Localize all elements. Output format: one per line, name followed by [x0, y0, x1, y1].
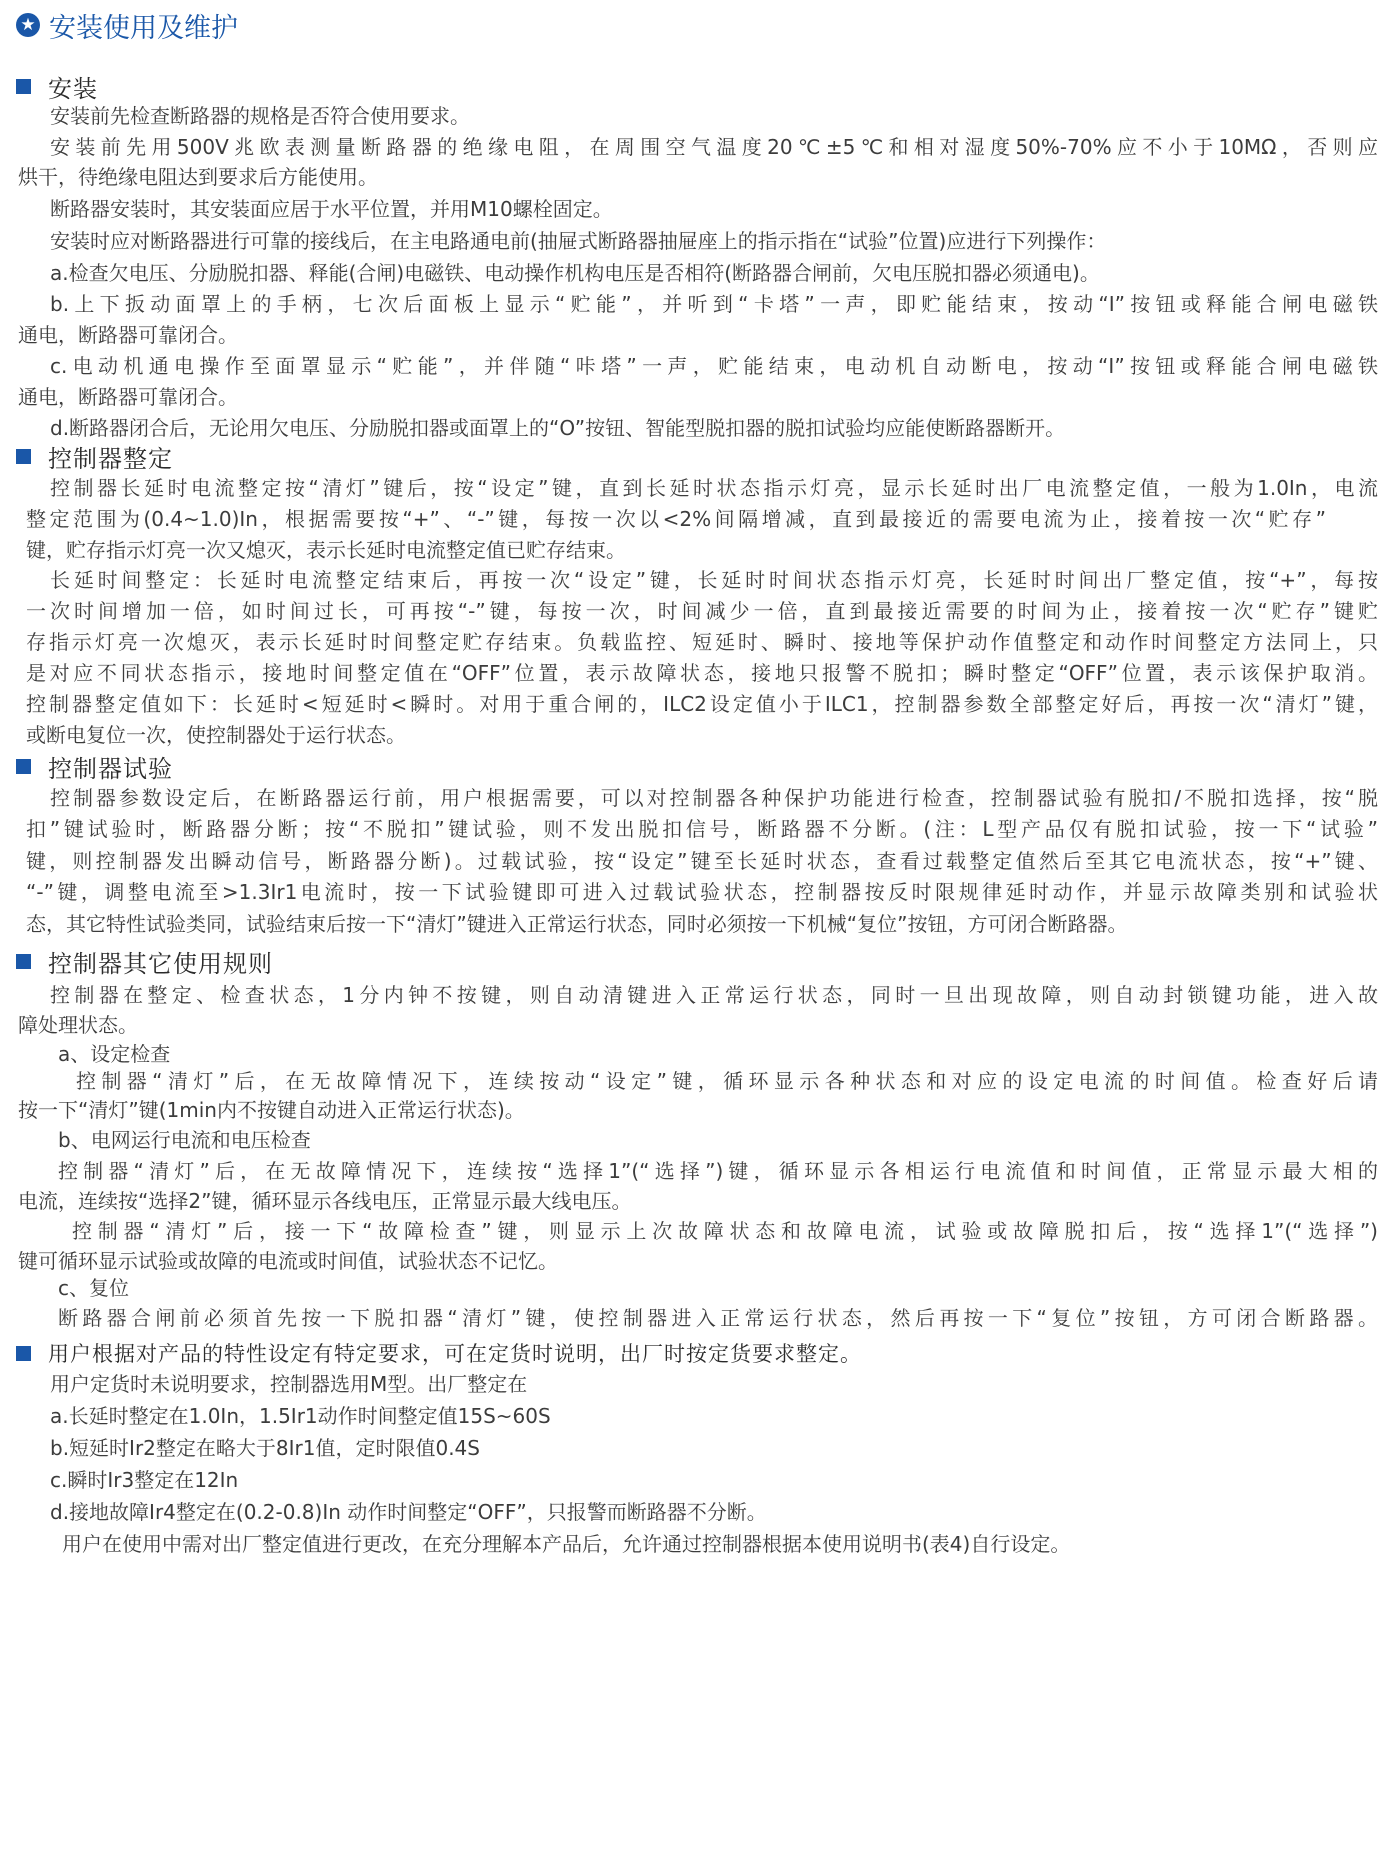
sub-heading: b、电网运行电流和电压检查: [58, 1128, 311, 1152]
section-heading-user: 用户根据对产品的特性设定有特定要求，可在定货时说明，出厂时按定货要求整定。: [16, 1337, 862, 1369]
paragraph-line: 控制器参数设定后，在断路器运行前，用户根据需要，可以对控制器各种保护功能进行检查，控制器试验有脱扣/不脱扣选择，按“脱: [50, 786, 1378, 810]
paragraph-line: 用户在使用中需对出厂整定值进行更改，在充分理解本产品后，允许通过控制器根据本使用说明书(表4)自行设定。: [62, 1532, 1071, 1556]
paragraph-line: 电流，连续按“选择2”键，循环显示各线电压，正常显示最大线电压。: [18, 1189, 632, 1213]
paragraph-line: 或断电复位一次，使控制器处于运行状态。: [26, 723, 406, 747]
star-icon: ★: [16, 13, 40, 37]
paragraph-line: 安装时应对断路器进行可靠的接线后，在主电路通电前(抽屉式断路器抽屉座上的指示指在“试验”位置)应进行下列操作：: [50, 229, 1107, 253]
paragraph-line: 控制器“清灯”后，在无故障情况下，连续按“选择1”(“选择”)键，循环显示各相运行电流值和时间值，正常显示最大相的: [58, 1159, 1378, 1183]
paragraph-line: a.检查欠电压、分励脱扣器、释能(合闸)电磁铁、电动操作机构电压是否相符(断路器合闸前，欠电压脱扣器必须通电)。: [50, 261, 1100, 285]
paragraph-line: 断路器安装时，其安装面应居于水平位置，并用M10螺栓固定。: [50, 197, 613, 221]
paragraph-line: a.长延时整定在1.0In，1.5Ir1动作时间整定值15S~60S: [50, 1404, 551, 1428]
paragraph-line: 安装前先检查断路器的规格是否符合使用要求。: [50, 104, 470, 128]
page-title-text: 安装使用及维护: [49, 12, 238, 44]
paragraph-line: 态，其它特性试验类同，试验结束后按一下“清灯”键进入正常运行状态，同时必须按一下机械“复位”按钮，方可闭合断路器。: [26, 912, 1128, 936]
paragraph-line: 存指示灯亮一次熄灭，表示长延时时间整定贮存结束。负载监控、短延时、瞬时、接地等保护动作值整定和动作时间整定方法同上，只: [26, 630, 1378, 654]
paragraph-line: c.电动机通电操作至面罩显示“贮能”，并伴随“咔塔”一声，贮能结束，电动机自动断电，按动“I”按钮或释能合闸电磁铁: [50, 354, 1378, 378]
bullet-square-icon: [16, 954, 31, 969]
paragraph-line: 键，贮存指示灯亮一次又熄灭，表示长延时电流整定值已贮存结束。: [26, 538, 626, 562]
paragraph-line: 控制器“清灯”后，在无故障情况下，连续按动“设定”键，循环显示各种状态和对应的设定电流的时间值。检查好后请: [76, 1069, 1378, 1093]
section-heading-test: 控制器试验: [16, 750, 173, 782]
paragraph-line: d.接地故障Ir4整定在(0.2-0.8)In 动作时间整定“OFF”，只报警而断路器不分断。: [50, 1500, 767, 1524]
paragraph-line: 控制器在整定、检查状态，1分内钟不按键，则自动清键进入正常运行状态，同时一旦出现故障，则自动封锁键功能，进入故: [50, 983, 1378, 1007]
paragraph-line: 整定范围为(0.4~1.0)In，根据需要按“+”、“-”键，每按一次以<2%间隔增减，直到最接近的需要电流为止，接着按一次“贮存”: [26, 507, 1326, 531]
paragraph-line: 用户定货时未说明要求，控制器选用M型。出厂整定在: [50, 1372, 528, 1396]
paragraph-line: 通电，断路器可靠闭合。: [18, 323, 238, 347]
sub-heading: a、设定检查: [58, 1042, 171, 1066]
section-heading-rules: 控制器其它使用规则: [16, 945, 273, 977]
paragraph-line: 障处理状态。: [18, 1013, 138, 1037]
paragraph-line: 一次时间增加一倍，如时间过长，可再按“-”键，每按一次，时间减少一倍，直到最接近需要的时间为止，接着按一次“贮存”键贮: [26, 599, 1378, 623]
bullet-square-icon: [16, 449, 31, 464]
paragraph-line: 长延时间整定：长延时电流整定结束后，再按一次“设定”键，长延时时间状态指示灯亮，长延时时间出厂整定值，按“+”，每按: [50, 568, 1378, 592]
paragraph-line: 控制器“清灯”后，接一下“故障检查”键，则显示上次故障状态和故障电流，试验或故障脱扣后，按“选择1”(“选择”): [72, 1219, 1378, 1243]
paragraph-line: 控制器长延时电流整定按“清灯”键后，按“设定”键，直到长延时状态指示灯亮，显示长延时出厂电流整定值，一般为1.0In，电流: [50, 476, 1378, 500]
paragraph-line: 安装前先用500V兆欧表测量断路器的绝缘电阻，在周围空气温度20℃±5℃和相对湿度50%-70%应不小于10MΩ，否则应: [50, 135, 1378, 159]
section-heading-setting: 控制器整定: [16, 440, 173, 472]
paragraph-line: b.上下扳动面罩上的手柄，七次后面板上显示“贮能”，并听到“卡塔”一声，即贮能结束，按动“I”按钮或释能合闸电磁铁: [50, 292, 1378, 316]
paragraph-line: c.瞬时Ir3整定在12In: [50, 1468, 239, 1492]
paragraph-line: 断路器合闸前必须首先按一下脱扣器“清灯”键，使控制器进入正常运行状态，然后再按一下“复位”按钮，方可闭合断路器。: [58, 1306, 1378, 1330]
paragraph-line: d.断路器闭合后，无论用欠电压、分励脱扣器或面罩上的“O”按钮、智能型脱扣器的脱扣试验均应能使断路器断开。: [50, 416, 1066, 440]
paragraph-line: 键，则控制器发出瞬动信号，断路器分断)。过载试验，按“设定”键至长延时状态，查看过载整定值然后至其它电流状态，按“+”键、: [26, 849, 1378, 873]
paragraph-line: 烘干，待绝缘电阻达到要求后方能使用。: [18, 165, 378, 189]
bullet-square-icon: [16, 1346, 31, 1361]
paragraph-line: b.短延时Ir2整定在略大于8Ir1值，定时限值0.4S: [50, 1436, 480, 1460]
paragraph-line: 扣”键试验时，断路器分断；按“不脱扣”键试验，则不发出脱扣信号，断路器不分断。(注：L型产品仅有脱扣试验，按一下“试验”: [26, 817, 1378, 841]
paragraph-line: 通电，断路器可靠闭合。: [18, 385, 238, 409]
bullet-square-icon: [16, 79, 31, 94]
section-heading-install: 安装: [16, 70, 98, 102]
paragraph-line: 按一下“清灯”键(1min内不按键自动进入正常运行状态)。: [18, 1098, 525, 1122]
page-title: [16, 8, 238, 42]
sub-heading: c、复位: [58, 1276, 129, 1300]
paragraph-line: “-”键，调整电流至>1.3Ir1电流时，按一下试验键即可进入过载试验状态，控制器按反时限规律延时动作，并显示故障类别和试验状: [26, 880, 1378, 904]
paragraph-line: 控制器整定值如下：长延时<短延时<瞬时。对用于重合闸的，ILC2设定值小于ILC1，控制器参数全部整定好后，再按一次“清灯”键，: [26, 692, 1378, 716]
paragraph-line: 是对应不同状态指示，接地时间整定值在“OFF”位置，表示故障状态，接地只报警不脱扣；瞬时整定“OFF”位置，表示该保护取消。: [26, 661, 1378, 685]
bullet-square-icon: [16, 759, 31, 774]
paragraph-line: 键可循环显示试验或故障的电流或时间值，试验状态不记忆。: [18, 1249, 558, 1273]
